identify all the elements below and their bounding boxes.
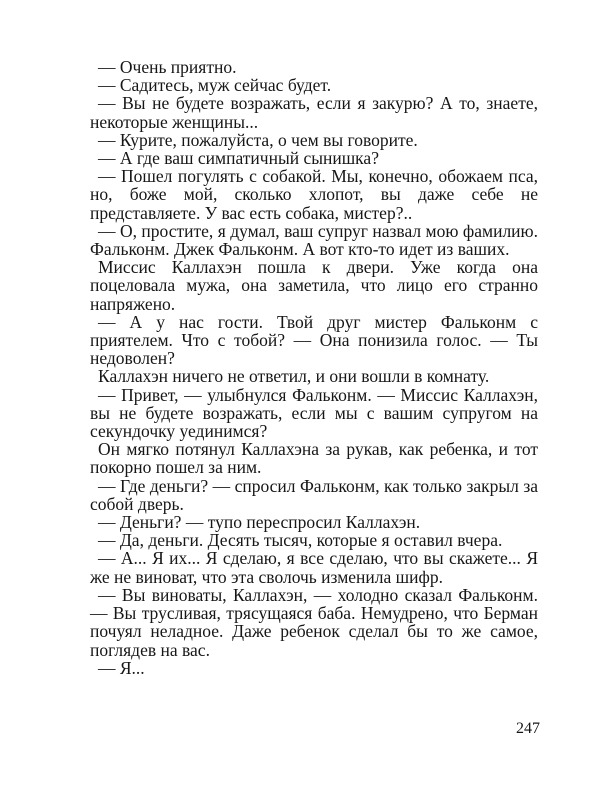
paragraph: — Очень приятно. xyxy=(98,57,237,77)
page-number: 247 xyxy=(516,720,540,737)
paragraph: Он мягко потянул Каллахэна за рукав, как ребенка, и тот покорно пошел за ним. xyxy=(90,439,538,478)
paragraph: — Привет, — улыбнулся Фальконм. — Миссис Каллахэн, вы не будете возражать, если мы с вашим супругом на секундочку уединимся? xyxy=(90,384,538,442)
paragraph: — Пошел погулять с собакой. Мы, конечно, обожаем пса, но, боже мой, сколько хлопот, вы даже себе не представляете. У вас есть собака, мистер?.. xyxy=(90,166,538,223)
paragraph: — О, простите, я думал, ваш супруг назвал мою фамилию. Фальконм. Джек Фальконм. А вот кто-то идет из ваших. xyxy=(90,220,538,260)
paragraph: — Курите, пожалуйста, о чем вы говорите. xyxy=(98,129,418,150)
paragraph: — Садитесь, муж сейчас будет. xyxy=(98,75,332,96)
paragraph: — А где ваш симпатичный сынишка? xyxy=(98,148,379,169)
paragraph: Каллахэн ничего не ответил, и они вошли в комнату. xyxy=(98,366,490,387)
paragraph: — А... Я их... Я сделаю, я все сделаю, что вы скажете... Я же не виноват, что эта сволочь изменила шифр. xyxy=(90,548,538,587)
page-body xyxy=(90,58,538,677)
paragraph: — А у нас гости. Твой друг мистер Фальконм с приятелем. Что с тобой? — Она понизила голос. — Ты недоволен? xyxy=(90,311,538,369)
paragraph: — Вы виноваты, Каллахэн, — холодно сказал Фальконм. — Вы трусливая, трясущаяся баба. Немудрено, что Берман почуял неладное. Даже ребенок сделал бы то же самое, поглядев на вас. xyxy=(90,584,538,660)
paragraph: — Деньги? — тупо переспросил Каллахэн. xyxy=(98,512,421,533)
paragraph: Миссис Каллахэн пошла к двери. Уже когда она поцеловала мужа, она заметила, что лицо его странно напряжено. xyxy=(90,257,538,314)
paragraph: — Вы не будете возражать, если я закурю? А то, знаете, некоторые женщины... xyxy=(90,93,538,132)
paragraph: — Я... xyxy=(98,657,145,678)
paragraph: — Где деньги? — спросил Фальконм, как только закрыл за собой дверь. xyxy=(90,475,538,514)
paragraph: — Да, деньги. Десять тысяч, которые я оставил вчера. xyxy=(98,530,503,551)
